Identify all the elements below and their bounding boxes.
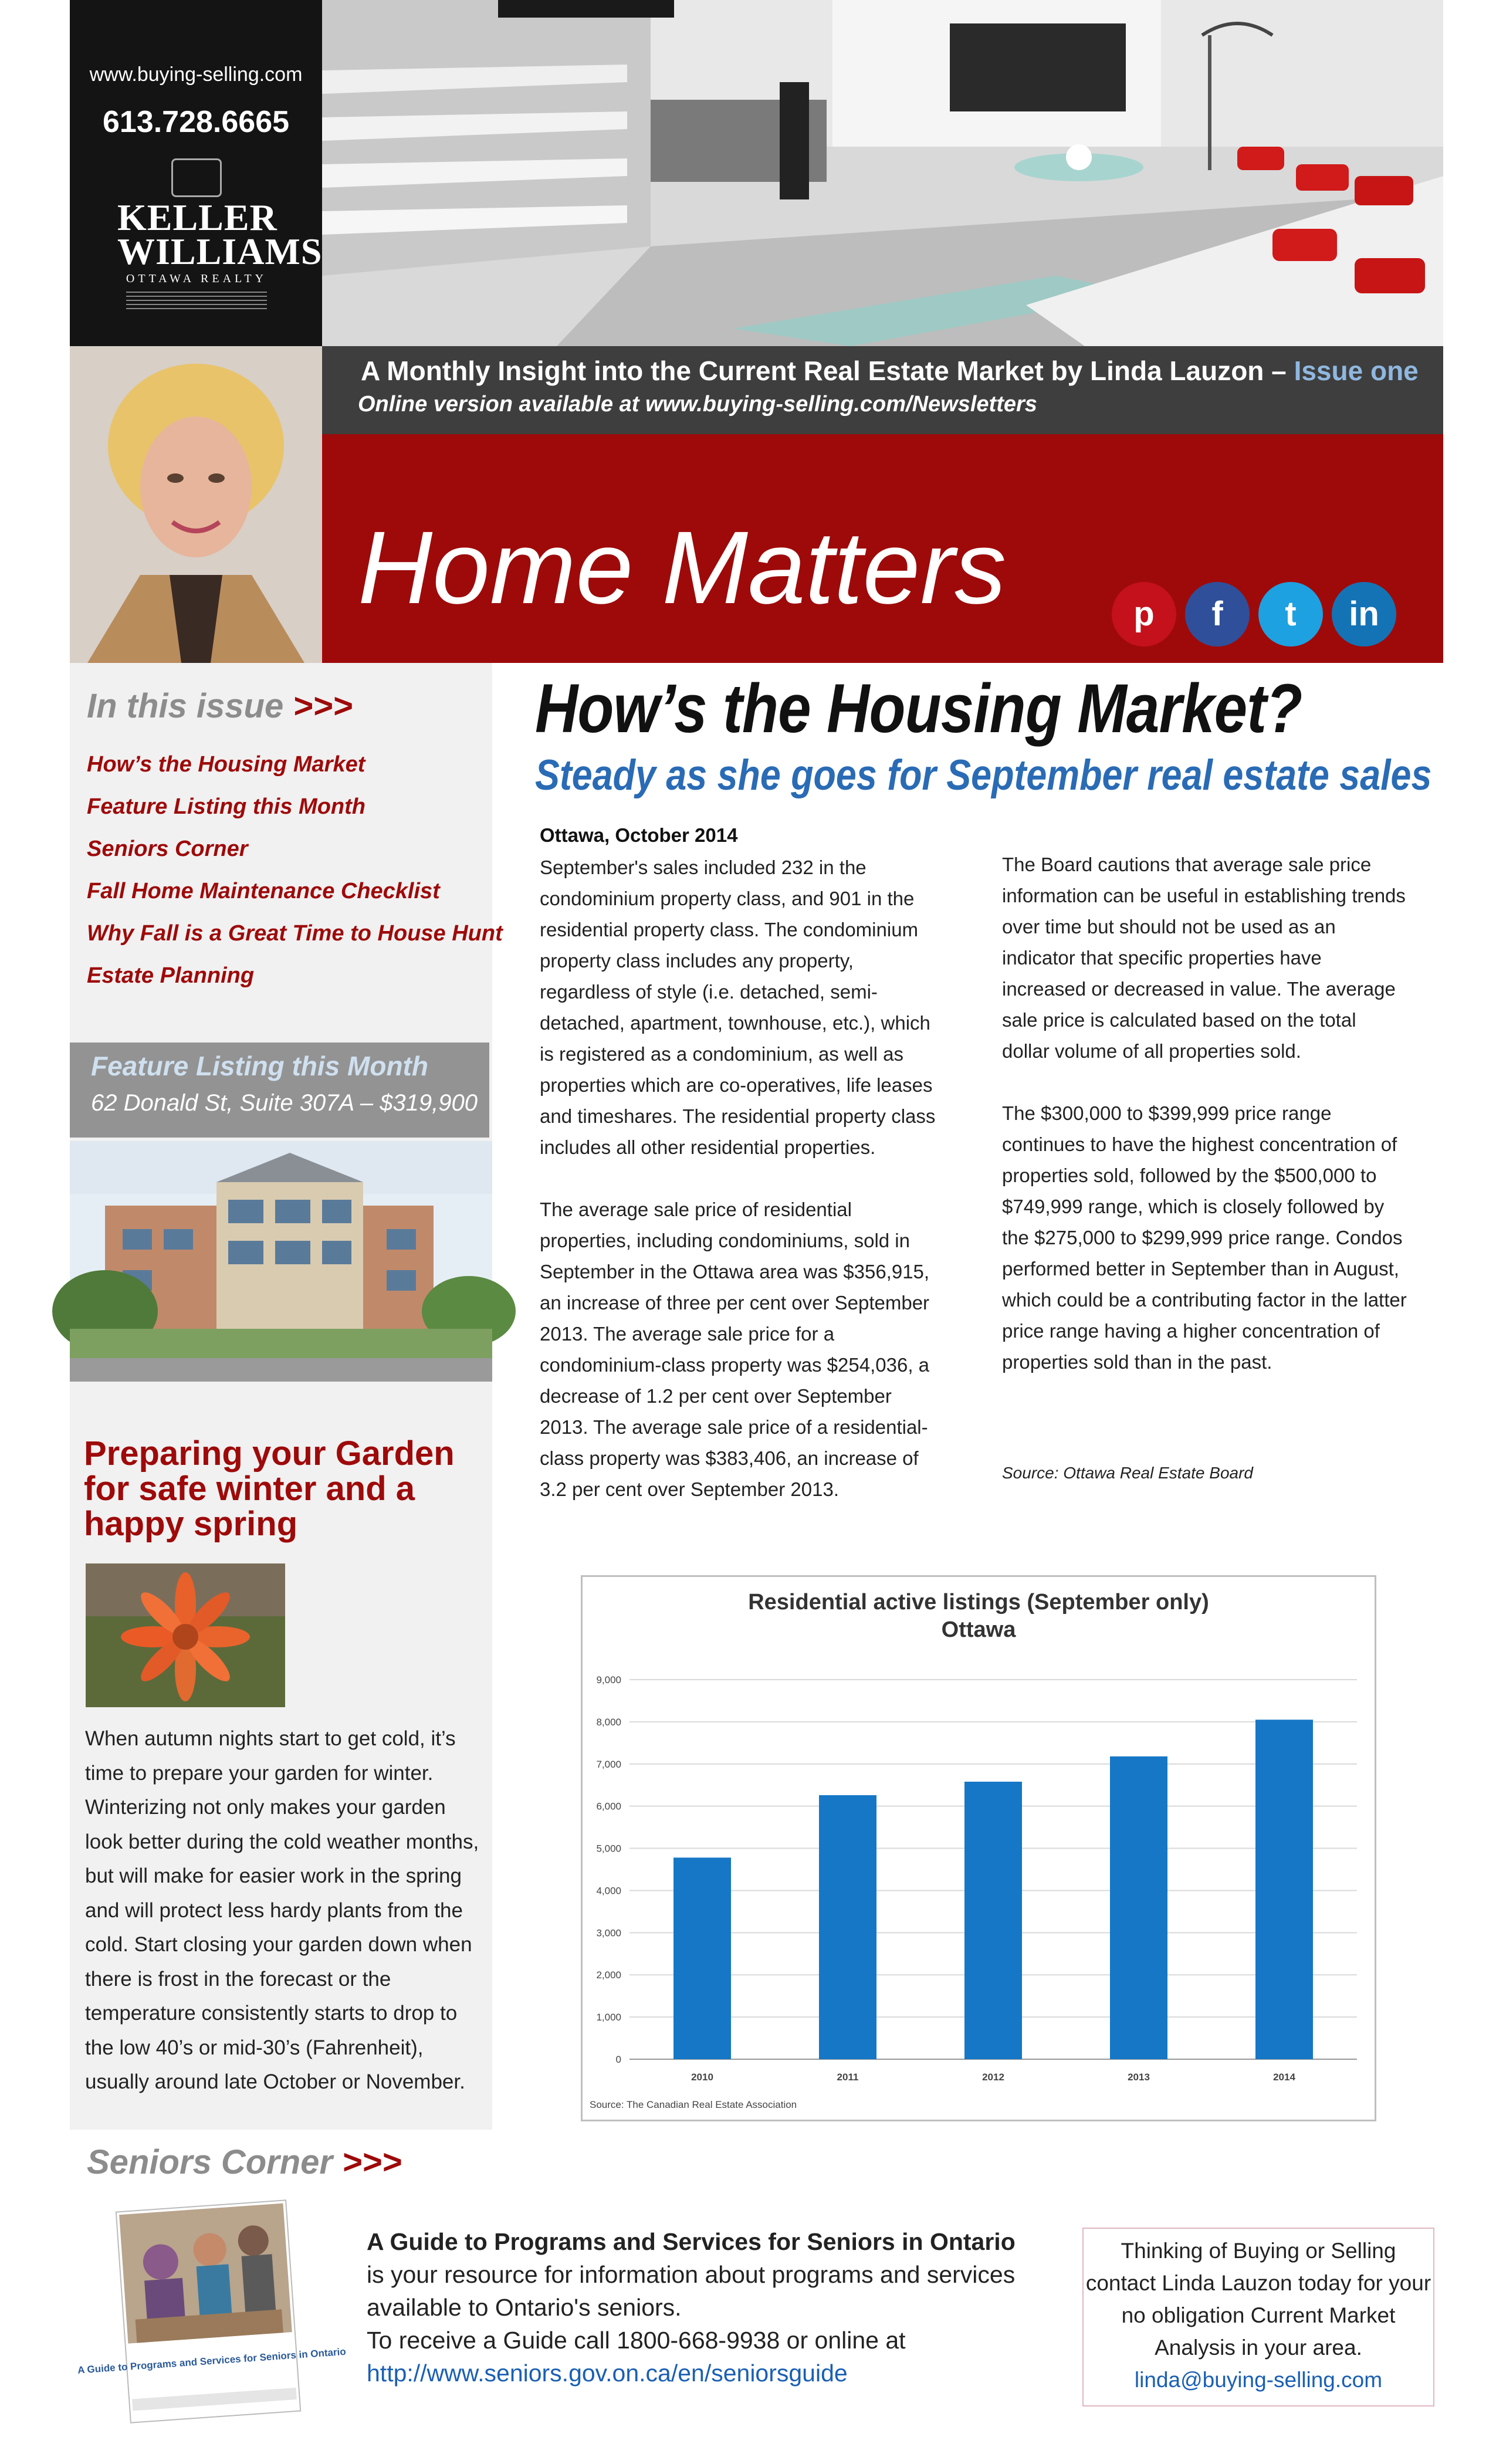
chart-y-tick-label: 7,000	[596, 1758, 621, 1770]
toc-item[interactable]: Fall Home Maintenance Checklist	[87, 879, 440, 903]
article-paragraph: The $300,000 to $399,999 price range continues to have the highest concentration of properties sold, followed by the $500,000 to $749,999 range, which is closely followed by the $275,000 to $299,999 price range. Condos performed better in September than in August, which could be a contributing factor in the latter price range having a higher concentration of properties sold than in the past.	[1002, 1102, 1407, 1373]
chart-y-tick-label: 6,000	[596, 1800, 621, 1812]
toc-item[interactable]: Seniors Corner	[87, 837, 248, 861]
cta-email-link[interactable]: linda@buying-selling.com	[1134, 2368, 1383, 2392]
chart-y-tick-label: 3,000	[596, 1927, 621, 1939]
insight-tagline	[361, 355, 1419, 387]
logo-fineprint	[126, 292, 267, 309]
keller-williams-logo	[117, 158, 323, 299]
guide-cover-title: A Guide to Programs and Services for Seniors in Ontario	[77, 2345, 347, 2376]
brokerage-name: KELLER WILLIAMS	[117, 197, 323, 272]
issue-label: Issue one	[1294, 356, 1419, 386]
newsletter-title: Home Matters	[358, 510, 1007, 625]
contact-cta-box	[1082, 2228, 1434, 2407]
insight-text: A Monthly Insight into the Current Real Estate Market by Linda Lauzon –	[361, 356, 1287, 386]
article-source: Source: Ottawa Real Estate Board	[1002, 1464, 1253, 1482]
seniors-corner-label: Seniors Corner	[87, 2143, 333, 2181]
article-column-left	[540, 852, 945, 1536]
online-version-line[interactable]: Online version available at www.buying-selling.com/Newsletters	[358, 392, 1037, 417]
chart-y-tick-label: 2,000	[596, 1969, 621, 1981]
feature-listing-photo[interactable]	[70, 1141, 492, 1382]
linkedin-glyph: in	[1349, 595, 1379, 633]
chart-x-tick-label: 2012	[982, 2072, 1004, 2083]
chart-subtitle: Ottawa	[941, 1617, 1016, 1642]
article-headline: How’s the Housing Market?	[535, 670, 1302, 747]
chart-source: Source: The Canadian Real Estate Association	[590, 2099, 797, 2110]
twitter-icon[interactable]	[1258, 582, 1323, 647]
toc-item[interactable]: Feature Listing this Month	[87, 794, 365, 819]
seniors-corner-heading	[87, 2143, 402, 2182]
seniors-guide-link[interactable]: http://www.seniors.gov.on.ca/en/seniorsguide	[367, 2360, 848, 2387]
logo-emblem-icon	[171, 158, 222, 197]
article-column-right	[1002, 849, 1407, 1409]
chart-y-tick-label: 1,000	[596, 2012, 621, 2023]
article-dateline: Ottawa, October 2014	[540, 824, 738, 846]
phone-number: 613.728.6665	[102, 105, 290, 139]
facebook-icon[interactable]	[1185, 582, 1250, 647]
chart-y-tick-label: 9,000	[596, 1674, 621, 1685]
chart-x-tick-label: 2011	[837, 2072, 859, 2083]
chart-x-tick-label: 2010	[691, 2072, 713, 2083]
toc-item[interactable]: How’s the Housing Market	[87, 752, 365, 777]
chart-x-tick-label: 2013	[1128, 2072, 1150, 2083]
seniors-guide-title: A Guide to Programs and Services for Seniors in Ontario	[367, 2228, 1016, 2255]
chart-title: Residential active listings (September only)	[748, 1590, 1209, 1615]
toc-item[interactable]: Estate Planning	[87, 963, 255, 988]
feature-listing-address: 62 Donald St, Suite 307A – $319,900	[91, 1090, 478, 1116]
chart-bar-2014	[1255, 1720, 1313, 2059]
chart-y-tick-label: 5,000	[596, 1843, 621, 1854]
chevrons-icon: >>>	[293, 687, 353, 725]
seniors-guide-text	[367, 2225, 1053, 2389]
listings-chart	[581, 1575, 1376, 2121]
website-link[interactable]: www.buying-selling.com	[89, 63, 303, 86]
linkedin-icon[interactable]	[1332, 582, 1396, 647]
chart-y-tick-label: 4,000	[596, 1885, 621, 1897]
chart-y-tick-label: 8,000	[596, 1716, 621, 1728]
chart-y-tick-label: 0	[615, 2054, 621, 2065]
seniors-guide-description: is your resource for information about programs and services available to Ontario's seniors.	[367, 2261, 1016, 2321]
agent-portrait-photo	[70, 346, 322, 663]
article-paragraph: The average sale price of residential properties, including condominiums, sold in September in the Ottawa area was $356,915, an increase of three per cent over September 2013. The average sale price for a condominium-class property was $254,036, a decrease of 1.2 per cent over September 2013. The average sale price of a residential-class property was $383,406, an increase of 3.2 per cent over September 2013.	[540, 1199, 930, 1500]
brokerage-sub: OTTAWA REALTY	[126, 272, 268, 285]
chevrons-icon: >>>	[342, 2143, 402, 2181]
cta-text: Thinking of Buying or Selling contact Linda Lauzon today for your no obligation Current Market Analysis in your area.	[1085, 2239, 1431, 2360]
chart-bar-2012	[964, 1782, 1022, 2059]
article-subheadline: Steady as she goes for September real estate sales	[535, 752, 1432, 799]
article-paragraph: The Board cautions that average sale price information can be useful in establishing trends over time but should not be used as an indicator that specific properties have increased or decreased in value. The average sale price is calculated based on the total dollar volume of all properties sold.	[1002, 854, 1406, 1062]
garden-article-title: Preparing your Garden for safe winter and a happy spring	[84, 1434, 455, 1543]
article-paragraph: September's sales included 232 in the condominium property class, and 901 in the residential property class. The condominium property class includes any property, regardless of style (i.e. detached, semi-detached, apartment, townhouse, etc.), which is registered as a condominium, as well as properties which are co-operatives, life leases and timeshares. The residential property class includes all other residential properties.	[540, 857, 936, 1158]
toc-item[interactable]: Why Fall is a Great Time to House Hunt	[87, 921, 503, 946]
chart-x-tick-label: 2014	[1273, 2072, 1295, 2083]
chart-bar-2013	[1110, 1756, 1167, 2059]
in-this-issue-heading	[87, 686, 353, 726]
hero-interior-photo	[322, 0, 1443, 346]
twitter-glyph: t	[1285, 595, 1297, 633]
facebook-glyph: f	[1211, 595, 1223, 633]
in-this-issue-label: In this issue	[87, 687, 284, 725]
chart-bar-2010	[673, 1857, 731, 2059]
chart-canvas	[583, 1577, 1375, 2120]
pinterest-icon[interactable]	[1112, 582, 1176, 647]
pinterest-glyph: p	[1133, 595, 1155, 633]
garden-article-text: When autumn nights start to get cold, it’s time to prepare your garden for winter. Winterizing not only makes your garden look better during the cold weather months, but will make for easier work in the spring and will protect less hardy plants from the cold. Start closing your garden down when there is frost in the forecast or the temperature consistently starts to drop to the low 40’s or mid-30’s (Fahrenheit), usually around late October or November.	[85, 1727, 479, 2093]
feature-listing-title[interactable]: Feature Listing this Month	[91, 1051, 428, 1081]
seniors-guide-call: To receive a Guide call 1800-668-9938 or online at	[367, 2327, 906, 2354]
garden-flower-photo	[86, 1563, 285, 1707]
chart-bar-2011	[819, 1795, 876, 2059]
seniors-guide-cover[interactable]	[77, 2194, 347, 2429]
